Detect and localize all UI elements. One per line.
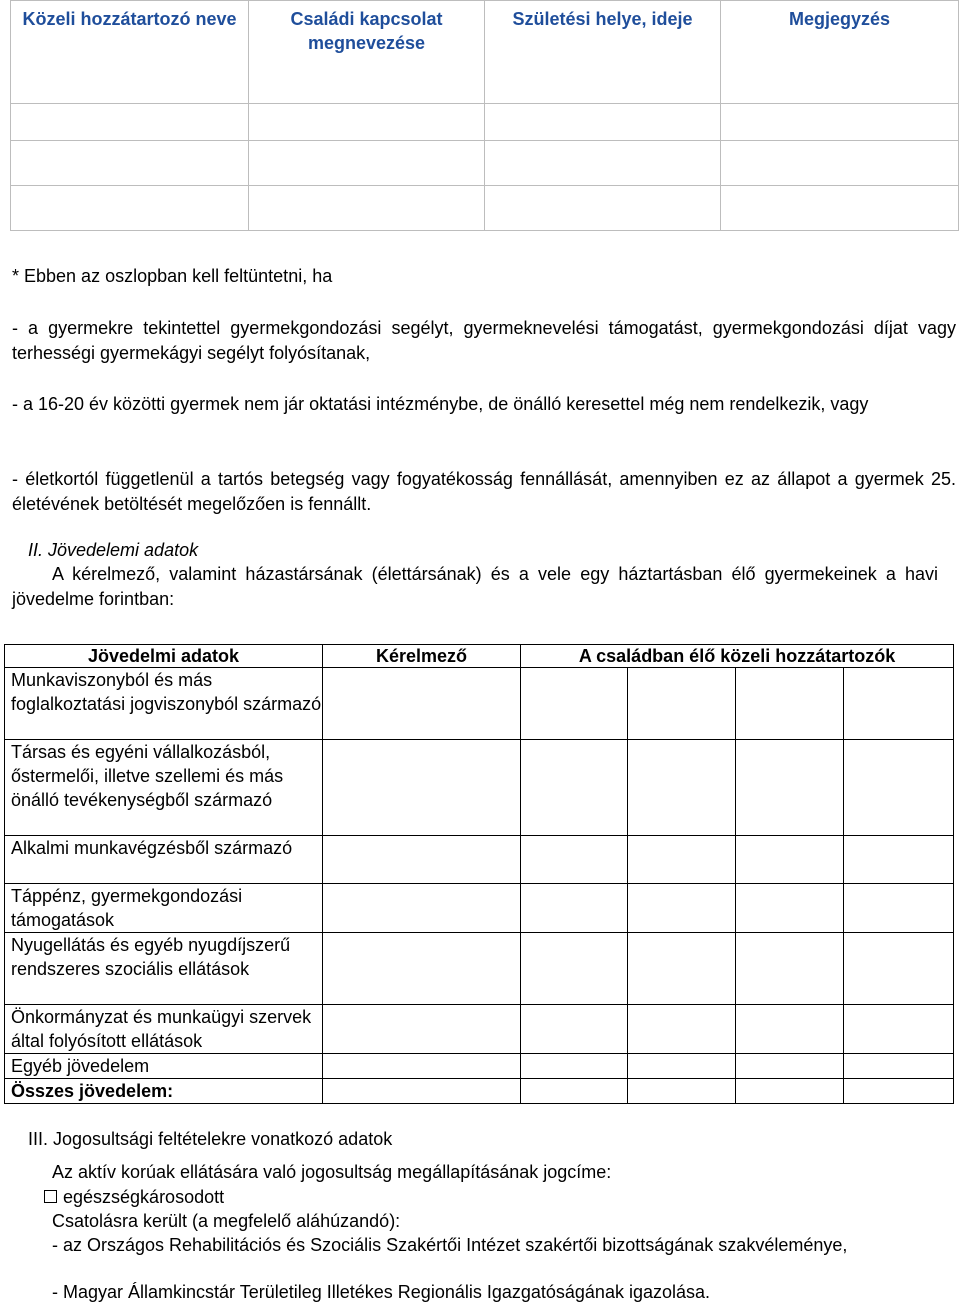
table-cell[interactable] [736, 1005, 844, 1054]
table-cell[interactable] [628, 884, 736, 933]
table-cell[interactable] [628, 836, 736, 884]
table-cell[interactable] [721, 104, 959, 141]
table-cell[interactable] [521, 836, 628, 884]
checkbox-row [44, 1185, 224, 1209]
table-cell[interactable] [628, 933, 736, 1005]
col-header-relationship: Családi kapcsolat megnevezése [249, 1, 485, 104]
income-row-label: Egyéb jövedelem [5, 1054, 323, 1079]
table-cell[interactable] [844, 1079, 954, 1104]
col-header-note: Megjegyzés [721, 1, 959, 104]
notes-item-1: - a gyermekre tekintettel gyermekgondozási segélyt, gyermeknevelési támogatást, gyermekgondozási díjat vagy terhességi gyermekágyi segélyt folyósítanak, [12, 318, 956, 363]
income-row-label: Táppénz, gyermekgondozási támogatások [5, 884, 323, 933]
income-table [4, 644, 954, 1104]
table-row [5, 933, 954, 1005]
table-cell[interactable] [485, 104, 721, 141]
table-cell[interactable] [521, 1079, 628, 1104]
income-row-label: Nyugellátás és egyéb nyugdíjszerű rendszeres szociális ellátások [5, 933, 323, 1005]
table-cell[interactable] [521, 884, 628, 933]
table-row [5, 1005, 954, 1054]
table-cell[interactable] [736, 740, 844, 836]
table-cell[interactable] [11, 104, 249, 141]
table-cell[interactable] [628, 740, 736, 836]
table-cell[interactable] [323, 1005, 521, 1054]
income-total-label: Összes jövedelem: [5, 1079, 323, 1104]
table-cell[interactable] [736, 933, 844, 1005]
table-cell[interactable] [736, 1054, 844, 1079]
section-3-line-2: Csatolásra került (a megfelelő aláhúzandó): [52, 1211, 401, 1231]
table-row [5, 668, 954, 740]
table-cell[interactable] [736, 884, 844, 933]
table-row [11, 186, 959, 231]
table-row [5, 836, 954, 884]
checkbox-label: egészségkárosodott [63, 1187, 225, 1207]
table-cell[interactable] [844, 1005, 954, 1054]
table-cell[interactable] [736, 836, 844, 884]
income-row-label: Önkormányzat és munkaügyi szervek által folyósított ellátások [5, 1005, 323, 1054]
table-cell[interactable] [521, 1005, 628, 1054]
table-cell[interactable] [736, 1079, 844, 1104]
table-cell[interactable] [323, 836, 521, 884]
col-header-name: Közeli hozzátartozó neve [11, 1, 249, 104]
section-3-title: III. Jogosultsági feltételekre vonatkozó adatok [28, 1129, 393, 1149]
table-row [11, 104, 959, 141]
income-row-label: Munkaviszonyból és más foglalkoztatási jogviszonyból származó [5, 668, 323, 740]
table-row [11, 141, 959, 186]
table-cell[interactable] [323, 1079, 521, 1104]
table-cell[interactable] [11, 186, 249, 231]
table-row [5, 884, 954, 933]
table-cell[interactable] [736, 668, 844, 740]
relatives-table [10, 0, 959, 231]
table-cell[interactable] [844, 668, 954, 740]
table-cell[interactable] [628, 668, 736, 740]
table-row [5, 740, 954, 836]
table-cell[interactable] [249, 141, 485, 186]
table-cell[interactable] [844, 933, 954, 1005]
table-cell[interactable] [485, 141, 721, 186]
table-row-total [5, 1079, 954, 1104]
table-cell[interactable] [11, 141, 249, 186]
section-2-text: A kérelmező, valamint házastársának (élettársának) és a vele egy háztartásban élő gyermekeinek a havi jövedelme forintban: [12, 564, 938, 609]
table-cell[interactable] [628, 1079, 736, 1104]
table-cell[interactable] [844, 1054, 954, 1079]
income-header-type: Jövedelmi adatok [5, 645, 323, 668]
table-cell[interactable] [844, 884, 954, 933]
table-cell[interactable] [521, 1054, 628, 1079]
table-cell[interactable] [323, 1054, 521, 1079]
table-cell[interactable] [521, 933, 628, 1005]
table-cell[interactable] [628, 1054, 736, 1079]
income-header-applicant: Kérelmező [323, 645, 521, 668]
table-cell[interactable] [323, 668, 521, 740]
table-cell[interactable] [249, 104, 485, 141]
table-cell[interactable] [721, 141, 959, 186]
table-cell[interactable] [628, 1005, 736, 1054]
table-cell[interactable] [485, 186, 721, 231]
table-cell[interactable] [249, 186, 485, 231]
section-2-title: II. Jövedelemi adatok [28, 540, 199, 560]
table-row [5, 1054, 954, 1079]
table-cell[interactable] [844, 836, 954, 884]
col-header-birth: Születési helye, ideje [485, 1, 721, 104]
table-cell[interactable] [521, 668, 628, 740]
table-cell[interactable] [323, 933, 521, 1005]
section-3-item-1: - az Országos Rehabilitációs és Szociális Szakértői Intézet szakértői bizottságának szakvéleménye, [52, 1235, 848, 1255]
income-row-label: Társas és egyéni vállalkozásból, őstermelői, illetve szellemi és más önálló tevékenységből származó [5, 740, 323, 836]
table-cell[interactable] [721, 186, 959, 231]
income-header-relatives: A családban élő közeli hozzátartozók [521, 645, 954, 668]
notes-item-2: - a 16-20 év közötti gyermek nem jár oktatási intézménybe, de önálló keresettel még nem rendelkezik, vagy [12, 394, 869, 414]
table-cell[interactable] [323, 740, 521, 836]
income-row-label: Alkalmi munkavégzésből származó [5, 836, 323, 884]
notes-intro: * Ebben az oszlopban kell feltüntetni, ha [12, 266, 333, 286]
checkbox[interactable] [44, 1190, 57, 1203]
section-3-item-2: - Magyar Államkincstár Területileg Illetékes Regionális Igazgatóságának igazolása. [52, 1282, 711, 1302]
table-cell[interactable] [844, 740, 954, 836]
section-3-line-1: Az aktív korúak ellátására való jogosultság megállapításának jogcíme: [52, 1162, 612, 1182]
table-cell[interactable] [323, 884, 521, 933]
notes-item-3: - életkortól függetlenül a tartós betegség vagy fogyatékosság fennállását, amennyiben ez az állapot a gyermek 25. életévének betöltését megelőzően is fennállt. [12, 469, 956, 514]
table-cell[interactable] [521, 740, 628, 836]
